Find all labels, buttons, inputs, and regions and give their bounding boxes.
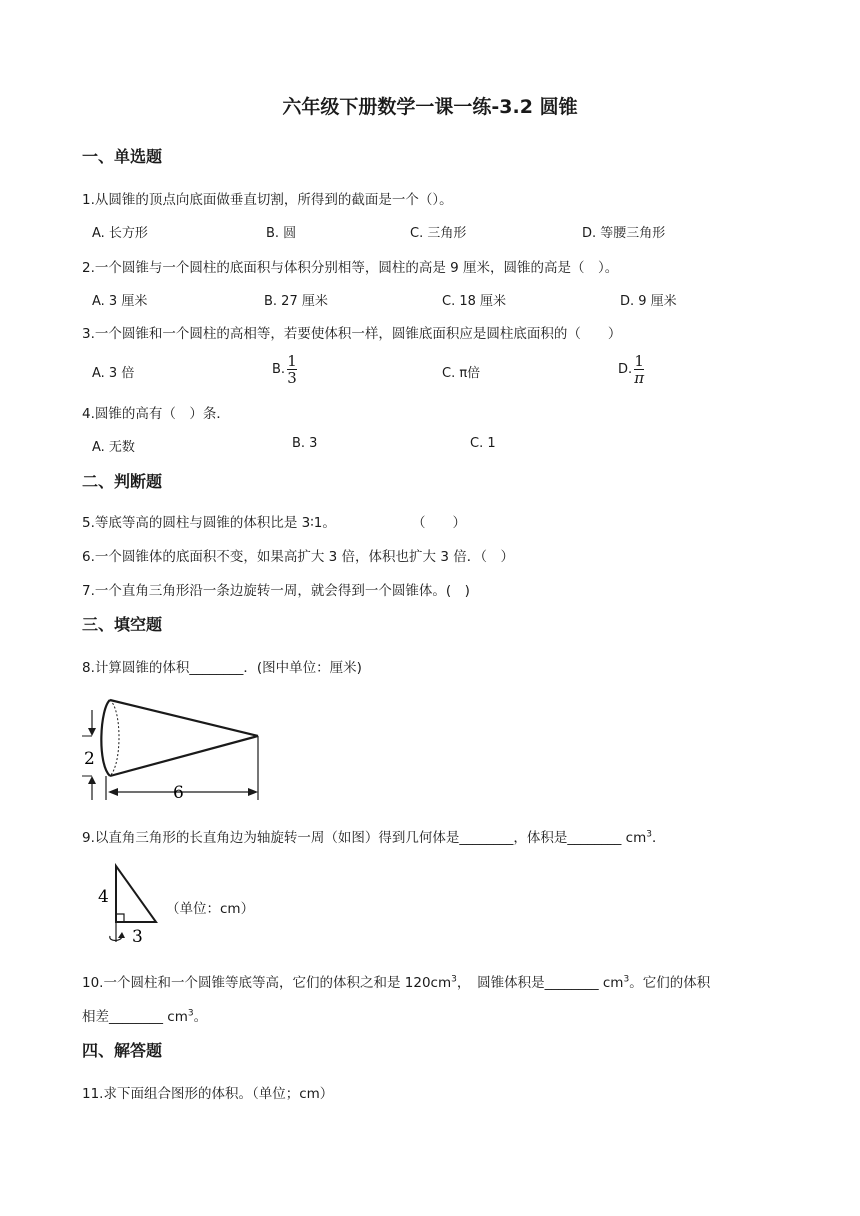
- question-3-option-d: [618, 348, 644, 390]
- question-7-text: 7.一个直角三角形沿一条边旋转一周，就会得到一个圆锥体。( ): [82, 583, 470, 599]
- question-3-option-d-label: D.: [618, 361, 633, 377]
- question-1-option-c: C. 三角形: [410, 226, 467, 241]
- superscript-3: 3: [646, 829, 652, 840]
- question-9-text: [82, 826, 665, 846]
- section-heading-fill-blank: 三、填空题: [82, 615, 163, 634]
- superscript-3: 3: [451, 974, 457, 985]
- fraction-one-third: [287, 351, 297, 387]
- question-4-option-b: B. 3: [292, 436, 318, 451]
- triangle-leg-3-label: 3: [132, 927, 143, 947]
- page-title: 六年级下册数学一课一练-3.2 圆锥: [282, 96, 578, 118]
- question-11-text: 11.求下面组合图形的体积。（单位；cm）: [82, 1086, 334, 1102]
- question-6-text: 6.一个圆锥体的底面积不变，如果高扩大 3 倍，体积也扩大 3 倍．（ ）: [82, 549, 514, 565]
- question-10-part-a: 10.一个圆柱和一个圆锥等底等高，它们的体积之和是 120cm: [82, 975, 452, 991]
- question-3-option-b-label: B.: [272, 361, 286, 377]
- section-heading-single-choice: 一、单选题: [82, 147, 163, 166]
- section-heading-solve: 四、解答题: [82, 1041, 163, 1060]
- question-10-part-b: ， 圆锥体积是________ cm: [456, 975, 624, 991]
- cone-height-label: 2: [84, 749, 95, 769]
- fraction-denominator: π: [634, 368, 645, 387]
- cone-length-label: 6: [173, 783, 184, 803]
- question-2-option-d: D. 9 厘米: [620, 294, 677, 309]
- question-1-option-b: B. 圆: [266, 226, 297, 241]
- question-3-option-c: C. π倍: [442, 366, 481, 381]
- triangle-leg-4-label: 4: [98, 887, 109, 907]
- question-3-option-a: A. 3 倍: [92, 366, 135, 381]
- fraction-denominator: 3: [287, 368, 297, 387]
- right-triangle-figure: [96, 858, 166, 950]
- question-1-option-d: D. 等腰三角形: [582, 226, 666, 241]
- question-10-line-2: [82, 1005, 207, 1025]
- question-9-body: 9.以直角三角形的长直角边为轴旋转一周（如图）得到几何体是________，体积是________ cm: [82, 830, 647, 846]
- question-4-text: 4.圆锥的高有（ ）条．: [82, 406, 230, 422]
- cone-figure: [80, 688, 270, 806]
- question-3-text: 3.一个圆锥和一个圆柱的高相等，若要使体积一样，圆锥底面积应是圆柱底面积的（ ）: [82, 326, 622, 342]
- section-heading-true-false: 二、判断题: [82, 472, 163, 491]
- superscript-3: 3: [187, 1008, 194, 1019]
- fraction-numerator: 1: [287, 351, 297, 370]
- question-10-part-c: 。它们的体积: [629, 975, 711, 991]
- question-8-text: 8.计算圆锥的体积________．(图中单位：厘米): [82, 660, 362, 676]
- fraction-numerator: 1: [634, 351, 644, 370]
- question-2-option-a: A. 3 厘米: [92, 294, 148, 309]
- question-10-part-d: 相差________ cm: [82, 1009, 188, 1025]
- question-5-answer-paren: （ ）: [412, 515, 466, 531]
- question-2-option-b: B. 27 厘米: [264, 294, 328, 309]
- question-10-part-e: 。: [193, 1009, 208, 1025]
- question-2-text: 2.一个圆锥与一个圆柱的底面积与体积分别相等，圆柱的高是 9 厘米，圆锥的高是（ ）。: [82, 260, 619, 276]
- question-4-option-c: C. 1: [470, 436, 496, 451]
- question-10-line-1: [82, 971, 710, 991]
- question-4-option-a: A. 无数: [92, 440, 135, 455]
- superscript-3: 3: [623, 974, 630, 985]
- question-1-option-a: A. 长方形: [92, 226, 148, 241]
- question-1-text: 1.从圆锥的顶点向底面做垂直切割，所得到的截面是一个（）。: [82, 192, 453, 208]
- question-5-text: 5.等底等高的圆柱与圆锥的体积比是 3∶1。: [82, 515, 336, 531]
- question-3-option-b: [272, 348, 297, 390]
- fraction-one-over-pi: [634, 351, 645, 387]
- triangle-unit-note: （单位：cm）: [166, 901, 255, 917]
- question-2-option-c: C. 18 厘米: [442, 294, 507, 309]
- question-9-end: ．: [651, 830, 666, 846]
